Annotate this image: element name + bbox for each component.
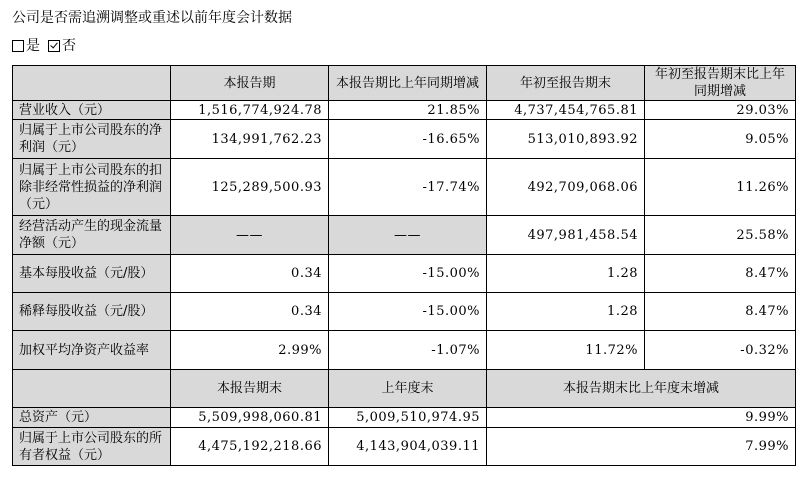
- table-row: [13, 216, 796, 255]
- row-label: 归属于上市公司股东的扣除非经常性损益的净利润（元）: [13, 159, 171, 216]
- header-corner-cell: [13, 370, 171, 408]
- header-ytd-change: 年初至报告期末比上年同期增减: [645, 66, 796, 101]
- cell-value: 11.26%: [645, 159, 796, 216]
- cell-value: 134,991,762.23: [171, 120, 329, 159]
- table-header-row: [13, 66, 796, 101]
- cell-value: 8.47%: [645, 293, 796, 331]
- cell-value: 0.34: [171, 255, 329, 293]
- cell-value: 1,516,774,924.78: [171, 101, 329, 120]
- cell-value: 2.99%: [171, 331, 329, 370]
- row-label: 加权平均净资产收益率: [13, 331, 171, 370]
- row-label: 总资产（元）: [13, 408, 171, 428]
- table-row: [13, 293, 796, 331]
- header-corner-cell: [13, 66, 171, 101]
- table-row: [13, 408, 796, 428]
- cell-value: 513,010,893.92: [487, 120, 645, 159]
- cell-value: -17.74%: [329, 159, 487, 216]
- cell-value: 5,509,998,060.81: [171, 408, 329, 428]
- cell-value: 7.99%: [487, 428, 796, 466]
- row-label: 归属于上市公司股东的所有者权益（元）: [13, 428, 171, 466]
- cell-value: -15.00%: [329, 255, 487, 293]
- row-label: 基本每股收益（元/股）: [13, 255, 171, 293]
- table-row: [13, 159, 796, 216]
- cell-value: -0.32%: [645, 331, 796, 370]
- cell-value: 497,981,458.54: [487, 216, 645, 255]
- financial-data-table: [12, 65, 796, 466]
- header-prior-year-end: 上年度末: [329, 370, 487, 408]
- cell-value: 492,709,068.06: [487, 159, 645, 216]
- cell-value: 4,737,454,765.81: [487, 101, 645, 120]
- cell-value: 4,475,192,218.66: [171, 428, 329, 466]
- cell-value: -15.00%: [329, 293, 487, 331]
- cell-value-na: ——: [171, 216, 329, 255]
- header-period-end-change: 本报告期末比上年度末增减: [487, 370, 796, 408]
- cell-value: 5,009,510,974.95: [329, 408, 487, 428]
- cell-value: 29.03%: [645, 101, 796, 120]
- section-heading: 公司是否需追溯调整或重述以前年度会计数据: [12, 10, 292, 26]
- cell-value: 1.28: [487, 293, 645, 331]
- cell-value: 25.58%: [645, 216, 796, 255]
- checkbox-yes-label: 是: [26, 38, 40, 54]
- row-label: 归属于上市公司股东的净利润（元）: [13, 120, 171, 159]
- table-row: [13, 255, 796, 293]
- table-header-row: [13, 370, 796, 408]
- cell-value-na: ——: [329, 216, 487, 255]
- header-current-period: 本报告期: [171, 66, 329, 101]
- cell-value: 1.28: [487, 255, 645, 293]
- table-row: [13, 331, 796, 370]
- table-row: [13, 101, 796, 120]
- cell-value: 125,289,500.93: [171, 159, 329, 216]
- cell-value: -16.65%: [329, 120, 487, 159]
- checkbox-yes: [12, 40, 24, 52]
- cell-value: 8.47%: [645, 255, 796, 293]
- header-ytd: 年初至报告期末: [487, 66, 645, 101]
- cell-value: 21.85%: [329, 101, 487, 120]
- table-row: [13, 428, 796, 466]
- cell-value: 11.72%: [487, 331, 645, 370]
- header-period-end: 本报告期末: [171, 370, 329, 408]
- cell-value: 0.34: [171, 293, 329, 331]
- checkbox-no-label: 否: [62, 38, 76, 54]
- header-current-period-change: 本报告期比上年同期增减: [329, 66, 487, 101]
- cell-value: 9.99%: [487, 408, 796, 428]
- checkbox-no-checked: [48, 40, 60, 52]
- cell-value: 4,143,904,039.11: [329, 428, 487, 466]
- row-label: 经营活动产生的现金流量净额（元）: [13, 216, 171, 255]
- cell-value: -1.07%: [329, 331, 487, 370]
- table-row: [13, 120, 796, 159]
- row-label: 营业收入（元）: [13, 101, 171, 120]
- row-label: 稀释每股收益（元/股）: [13, 293, 171, 331]
- restatement-choice: [12, 37, 76, 55]
- cell-value: 9.05%: [645, 120, 796, 159]
